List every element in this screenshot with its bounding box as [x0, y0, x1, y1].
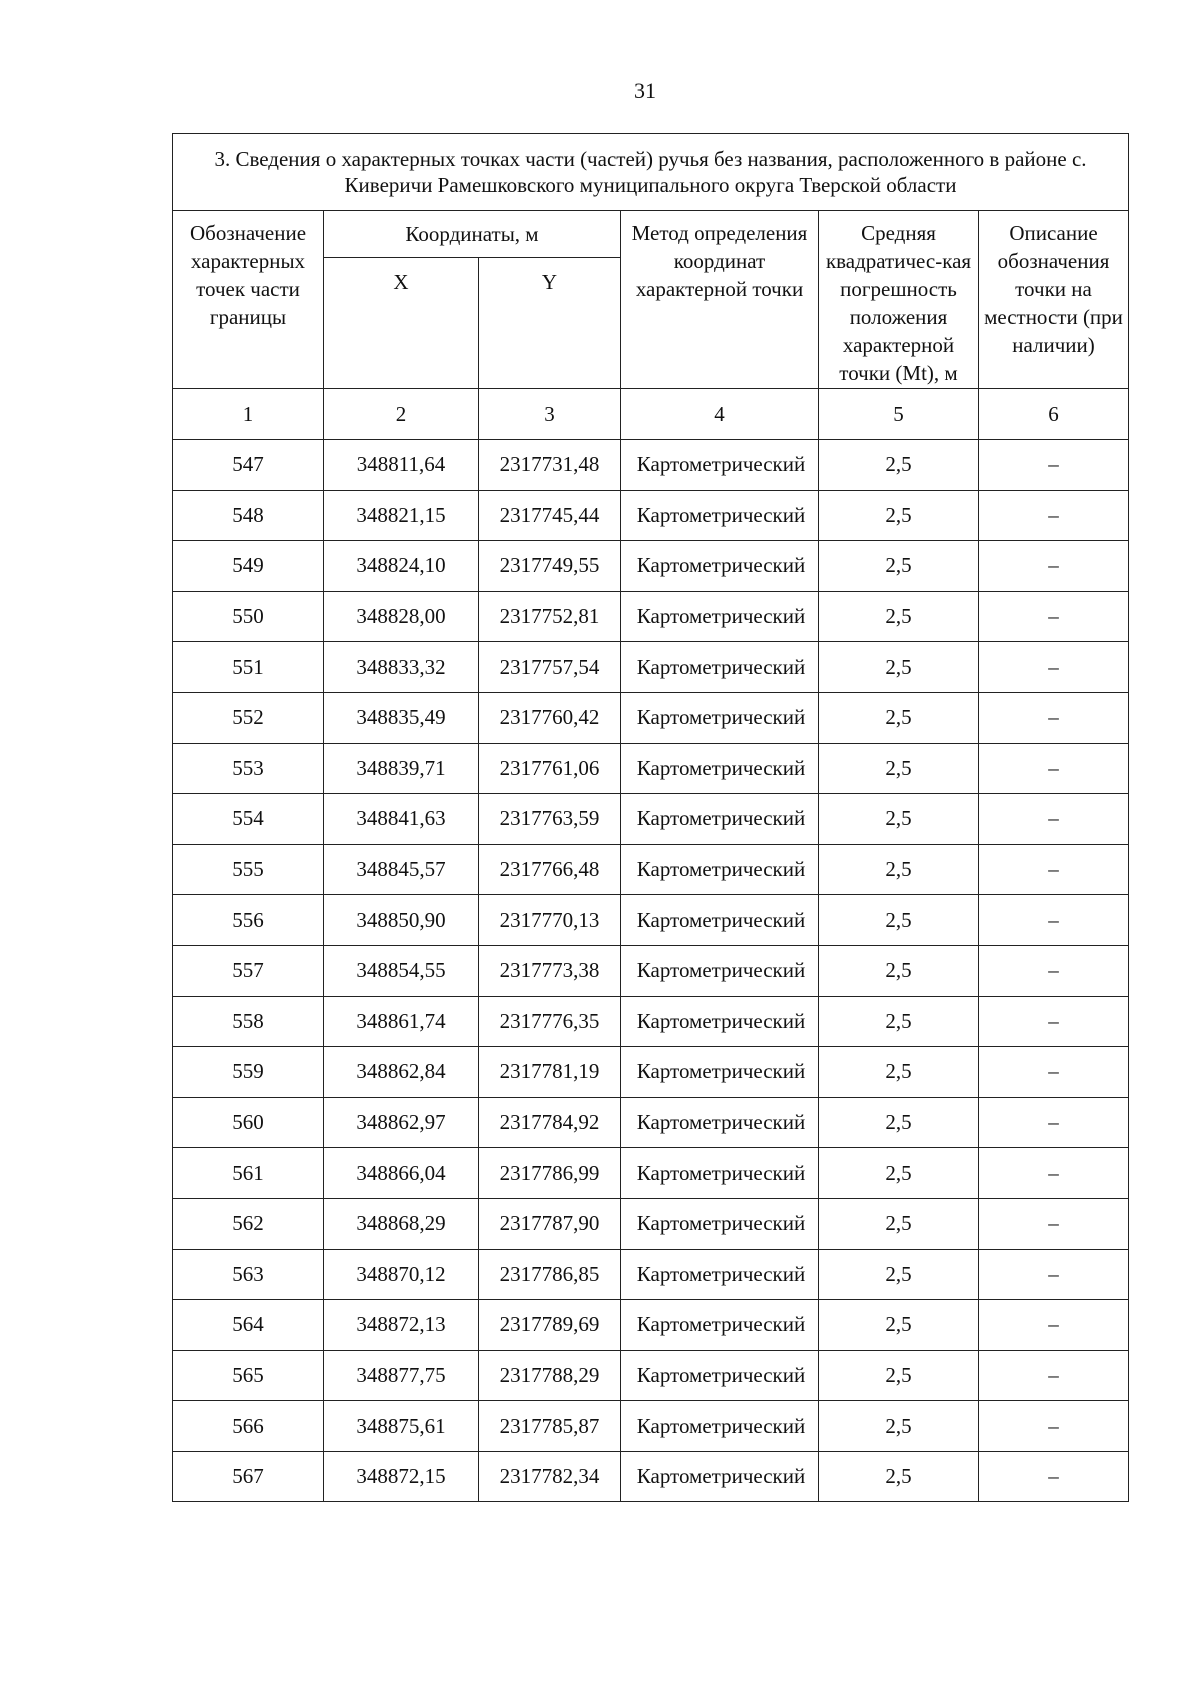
table-row [173, 1300, 1129, 1351]
table-row [173, 794, 1129, 845]
cell-description: – [979, 1097, 1129, 1148]
cell-y: 2317784,92 [479, 1097, 621, 1148]
header-x: X [324, 258, 479, 389]
cell-description: – [979, 1401, 1129, 1452]
table-row [173, 692, 1129, 743]
cell-point: 560 [173, 1097, 324, 1148]
cell-x: 348861,74 [324, 996, 479, 1047]
cell-x: 348870,12 [324, 1249, 479, 1300]
cell-error: 2,5 [819, 591, 979, 642]
column-number: 4 [621, 389, 819, 440]
cell-point: 547 [173, 440, 324, 491]
cell-point: 557 [173, 945, 324, 996]
cell-method: Картометрический [621, 895, 819, 946]
cell-x: 348845,57 [324, 844, 479, 895]
cell-y: 2317786,99 [479, 1148, 621, 1199]
table-row [173, 490, 1129, 541]
header-error: Средняя квадратичес-кая погрешность положения характерной точки (Mt), м [819, 211, 979, 389]
cell-error: 2,5 [819, 440, 979, 491]
cell-error: 2,5 [819, 541, 979, 592]
cell-description: – [979, 1350, 1129, 1401]
cell-error: 2,5 [819, 1350, 979, 1401]
cell-error: 2,5 [819, 1097, 979, 1148]
cell-method: Картометрический [621, 794, 819, 845]
cell-error: 2,5 [819, 1300, 979, 1351]
cell-y: 2317745,44 [479, 490, 621, 541]
cell-x: 348872,15 [324, 1451, 479, 1502]
cell-y: 2317770,13 [479, 895, 621, 946]
cell-x: 348841,63 [324, 794, 479, 845]
cell-error: 2,5 [819, 490, 979, 541]
table-row [173, 895, 1129, 946]
cell-method: Картометрический [621, 591, 819, 642]
cell-description: – [979, 945, 1129, 996]
header-coordinates: Координаты, м [324, 211, 621, 258]
cell-method: Картометрический [621, 1047, 819, 1098]
cell-description: – [979, 541, 1129, 592]
table-row [173, 1451, 1129, 1502]
header-method: Метод определения координат характерной точки [621, 211, 819, 389]
cell-description: – [979, 996, 1129, 1047]
table-row [173, 996, 1129, 1047]
cell-method: Картометрический [621, 945, 819, 996]
cell-x: 348872,13 [324, 1300, 479, 1351]
table-row [173, 1047, 1129, 1098]
cell-description: – [979, 844, 1129, 895]
cell-method: Картометрический [621, 1451, 819, 1502]
cell-error: 2,5 [819, 1401, 979, 1452]
cell-y: 2317776,35 [479, 996, 621, 1047]
cell-y: 2317782,34 [479, 1451, 621, 1502]
table-row [173, 541, 1129, 592]
cell-y: 2317787,90 [479, 1198, 621, 1249]
cell-description: – [979, 591, 1129, 642]
cell-point: 556 [173, 895, 324, 946]
table-row [173, 1249, 1129, 1300]
cell-description: – [979, 440, 1129, 491]
cell-description: – [979, 1148, 1129, 1199]
cell-x: 348868,29 [324, 1198, 479, 1249]
cell-point: 555 [173, 844, 324, 895]
cell-y: 2317773,38 [479, 945, 621, 996]
table-row [173, 1350, 1129, 1401]
cell-x: 348854,55 [324, 945, 479, 996]
cell-point: 558 [173, 996, 324, 1047]
cell-y: 2317789,69 [479, 1300, 621, 1351]
table-row [173, 1097, 1129, 1148]
cell-point: 552 [173, 692, 324, 743]
cell-point: 551 [173, 642, 324, 693]
cell-x: 348828,00 [324, 591, 479, 642]
cell-error: 2,5 [819, 895, 979, 946]
cell-point: 561 [173, 1148, 324, 1199]
cell-x: 348839,71 [324, 743, 479, 794]
cell-y: 2317785,87 [479, 1401, 621, 1452]
cell-x: 348875,61 [324, 1401, 479, 1452]
cell-error: 2,5 [819, 794, 979, 845]
cell-x: 348877,75 [324, 1350, 479, 1401]
cell-point: 564 [173, 1300, 324, 1351]
cell-error: 2,5 [819, 1148, 979, 1199]
cell-error: 2,5 [819, 945, 979, 996]
cell-x: 348850,90 [324, 895, 479, 946]
cell-method: Картометрический [621, 541, 819, 592]
cell-method: Картометрический [621, 1401, 819, 1452]
cell-y: 2317731,48 [479, 440, 621, 491]
cell-x: 348862,97 [324, 1097, 479, 1148]
cell-x: 348835,49 [324, 692, 479, 743]
cell-description: – [979, 743, 1129, 794]
column-number: 3 [479, 389, 621, 440]
cell-y: 2317766,48 [479, 844, 621, 895]
cell-point: 553 [173, 743, 324, 794]
table-row [173, 743, 1129, 794]
cell-description: – [979, 692, 1129, 743]
cell-x: 348866,04 [324, 1148, 479, 1199]
table-caption: 3. Сведения о характерных точках части (частей) ручья без названия, расположенного в районе с. Киверичи Рамешковского муниципального округа Тверской области [173, 134, 1129, 211]
cell-description: – [979, 642, 1129, 693]
cell-description: – [979, 490, 1129, 541]
cell-x: 348824,10 [324, 541, 479, 592]
cell-x: 348833,32 [324, 642, 479, 693]
cell-description: – [979, 895, 1129, 946]
cell-x: 348821,15 [324, 490, 479, 541]
cell-point: 559 [173, 1047, 324, 1098]
cell-error: 2,5 [819, 692, 979, 743]
cell-method: Картометрический [621, 1300, 819, 1351]
cell-method: Картометрический [621, 440, 819, 491]
cell-point: 567 [173, 1451, 324, 1502]
cell-y: 2317763,59 [479, 794, 621, 845]
cell-point: 566 [173, 1401, 324, 1452]
cell-x: 348862,84 [324, 1047, 479, 1098]
table-row [173, 844, 1129, 895]
cell-method: Картометрический [621, 1350, 819, 1401]
header-row [173, 211, 1129, 258]
cell-y: 2317788,29 [479, 1350, 621, 1401]
cell-method: Картометрический [621, 996, 819, 1047]
cell-description: – [979, 1249, 1129, 1300]
cell-method: Картометрический [621, 642, 819, 693]
characteristic-points-table [172, 133, 1129, 1502]
cell-method: Картометрический [621, 490, 819, 541]
cell-point: 548 [173, 490, 324, 541]
cell-point: 554 [173, 794, 324, 845]
table-row [173, 591, 1129, 642]
cell-error: 2,5 [819, 844, 979, 895]
cell-method: Картометрический [621, 743, 819, 794]
table-row [173, 1148, 1129, 1199]
page-number: 31 [634, 78, 656, 103]
cell-y: 2317760,42 [479, 692, 621, 743]
cell-y: 2317781,19 [479, 1047, 621, 1098]
cell-x: 348811,64 [324, 440, 479, 491]
cell-point: 549 [173, 541, 324, 592]
cell-method: Картометрический [621, 1148, 819, 1199]
cell-method: Картометрический [621, 844, 819, 895]
header-y: Y [479, 258, 621, 389]
caption-row [173, 134, 1129, 211]
cell-description: – [979, 1047, 1129, 1098]
cell-description: – [979, 794, 1129, 845]
cell-method: Картометрический [621, 1198, 819, 1249]
cell-description: – [979, 1451, 1129, 1502]
column-number: 6 [979, 389, 1129, 440]
cell-error: 2,5 [819, 1451, 979, 1502]
table-row [173, 440, 1129, 491]
header-description: Описание обозначения точки на местности (при наличии) [979, 211, 1129, 389]
cell-error: 2,5 [819, 1047, 979, 1098]
table-row [173, 945, 1129, 996]
column-number-row [173, 389, 1129, 440]
table-body [173, 134, 1129, 1502]
header-designation: Обозначение характерных точек части границы [173, 211, 324, 389]
table-row [173, 1401, 1129, 1452]
cell-error: 2,5 [819, 743, 979, 794]
column-number: 5 [819, 389, 979, 440]
cell-error: 2,5 [819, 642, 979, 693]
cell-y: 2317757,54 [479, 642, 621, 693]
cell-y: 2317749,55 [479, 541, 621, 592]
cell-point: 550 [173, 591, 324, 642]
table-row [173, 642, 1129, 693]
cell-error: 2,5 [819, 996, 979, 1047]
cell-point: 562 [173, 1198, 324, 1249]
cell-method: Картометрический [621, 1097, 819, 1148]
cell-y: 2317786,85 [479, 1249, 621, 1300]
cell-method: Картометрический [621, 1249, 819, 1300]
cell-description: – [979, 1198, 1129, 1249]
cell-error: 2,5 [819, 1198, 979, 1249]
cell-error: 2,5 [819, 1249, 979, 1300]
cell-point: 563 [173, 1249, 324, 1300]
column-number: 2 [324, 389, 479, 440]
cell-y: 2317752,81 [479, 591, 621, 642]
cell-y: 2317761,06 [479, 743, 621, 794]
cell-method: Картометрический [621, 692, 819, 743]
column-number: 1 [173, 389, 324, 440]
table-row [173, 1198, 1129, 1249]
cell-description: – [979, 1300, 1129, 1351]
cell-point: 565 [173, 1350, 324, 1401]
